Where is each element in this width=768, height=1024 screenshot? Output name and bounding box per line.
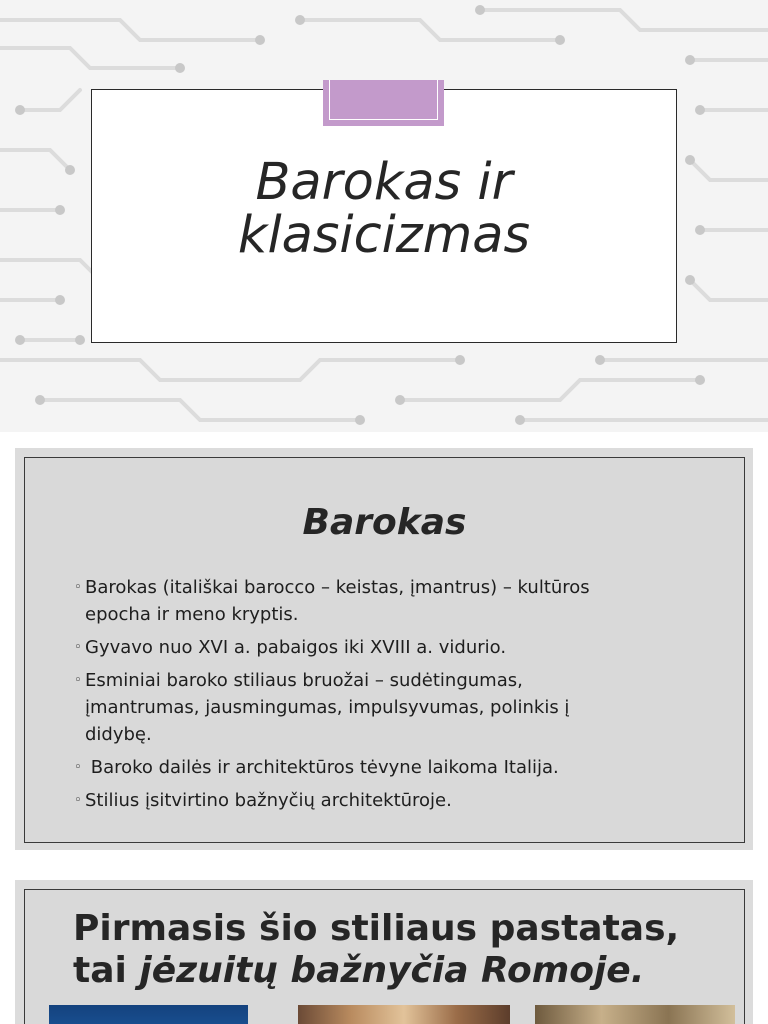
heading-line-2-plain: tai bbox=[73, 950, 140, 991]
bullet-icon: ◦ bbox=[74, 793, 82, 808]
title-line-2: klasicizmas bbox=[237, 206, 531, 265]
bullet-item bbox=[75, 787, 695, 814]
bullet-text: Barokas (itališkai barocco – keistas, įmantrus) – kultūros bbox=[85, 577, 590, 598]
heading-line-2-italic: jėzuitų bažnyčia Romoje. bbox=[139, 950, 645, 991]
church-photo-ceiling bbox=[298, 1005, 510, 1024]
bullet-item bbox=[75, 634, 695, 661]
bullet-text: epocha ir meno kryptis. bbox=[85, 604, 299, 625]
bullet-text: Gyvavo nuo XVI a. pabaigos iki XVIII a. vidurio. bbox=[85, 637, 507, 658]
bullet-icon: ◦ bbox=[74, 673, 82, 688]
bullet-text: Stilius įsitvirtino bažnyčių architektūroje. bbox=[85, 790, 452, 811]
barokas-slide bbox=[15, 448, 753, 850]
slide-title: Barokas bbox=[302, 502, 467, 543]
church-photo-exterior bbox=[49, 1005, 248, 1024]
bullet-icon: ◦ bbox=[74, 760, 82, 775]
title-slide bbox=[0, 0, 768, 432]
presentation-title bbox=[92, 153, 676, 265]
slide-heading bbox=[73, 908, 679, 992]
church-slide-frame bbox=[24, 889, 745, 1024]
bullet-text: įmantrumas, jausmingumas, impulsyvumas, polinkis į bbox=[85, 697, 570, 718]
title-line-1: Barokas ir bbox=[255, 153, 513, 212]
bullet-item bbox=[75, 754, 695, 781]
barokas-slide-frame bbox=[24, 457, 745, 843]
bullet-text: Baroko dailės ir architektūros tėvyne laikoma Italija. bbox=[85, 757, 559, 778]
title-accent-tab bbox=[323, 80, 444, 126]
bullet-list bbox=[75, 574, 695, 820]
church-photo-facade bbox=[535, 1005, 735, 1024]
bullet-icon: ◦ bbox=[74, 640, 82, 655]
bullet-item bbox=[75, 574, 695, 628]
bullet-icon: ◦ bbox=[74, 580, 82, 595]
bullet-text: didybę. bbox=[85, 724, 152, 745]
bullet-item bbox=[75, 667, 695, 748]
church-slide bbox=[15, 880, 753, 1024]
title-card bbox=[91, 89, 677, 343]
heading-line-1: Pirmasis šio stiliaus pastatas, bbox=[73, 908, 680, 949]
bullet-text: Esminiai baroko stiliaus bruožai – sudėtingumas, bbox=[85, 670, 523, 691]
